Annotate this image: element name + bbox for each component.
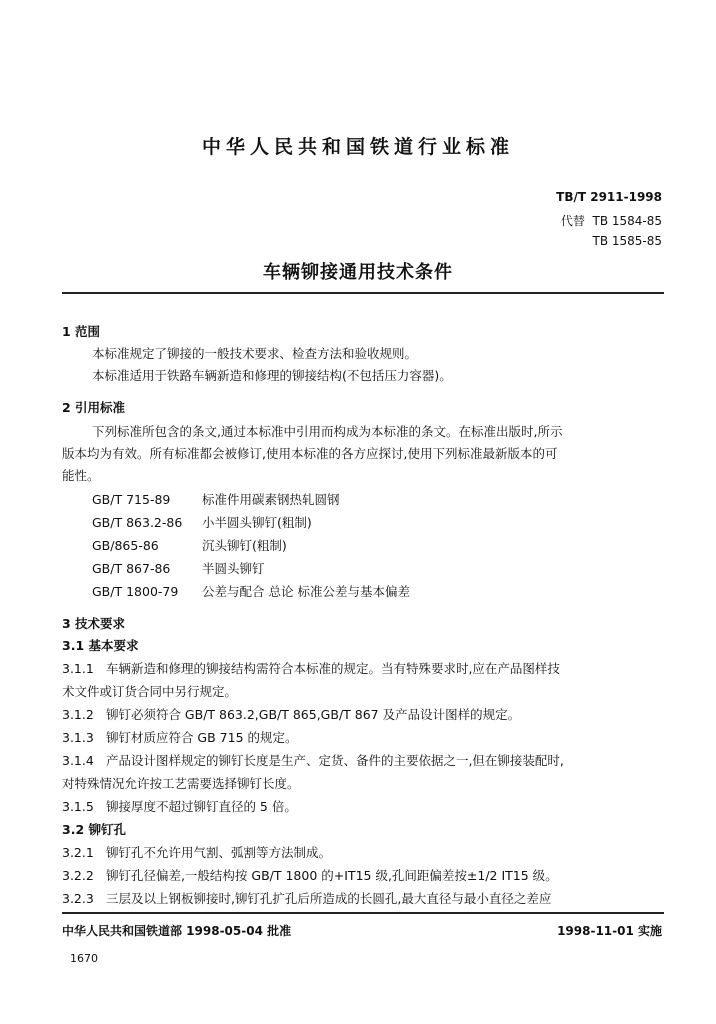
- section-1-heading: 1 范围: [62, 324, 101, 339]
- section-1-paragraph-2: 本标准适用于铁路车辆新造和修理的铆接结构(不包括压力容器)。: [92, 368, 452, 383]
- clause-3-1-1-line-2: 术文件或订货合同中另行规定。: [62, 684, 238, 699]
- title-divider: [62, 292, 664, 294]
- reference-code: GB/T 715-89: [92, 492, 171, 507]
- clause-3-2-2: [62, 866, 558, 884]
- clause-number: 3.1.3: [62, 730, 94, 745]
- section-2-heading: 2 引用标准: [62, 400, 126, 415]
- footer-divider: [62, 912, 664, 914]
- replaces-line-1: [561, 212, 662, 229]
- section-2-text-line-1: 下列标准所包含的条文,通过本标准中引用而构成为本标准的条文。在标准出版时,所示: [92, 424, 563, 439]
- reference-code: GB/T 863.2-86: [92, 515, 183, 530]
- reference-name: 沉头铆钉(粗制): [202, 538, 287, 553]
- replaces-label: 代替: [560, 214, 585, 228]
- reference-name: 小半圆头铆钉(粗制): [202, 515, 312, 530]
- clause-text: 铆接厚度不超过铆钉直径的 5 倍。: [105, 799, 297, 814]
- section-2-text-line-2: 版本均为有效。所有标准都会被修订,使用本标准的各方应探讨,使用下列标准最新版本的可: [62, 446, 558, 461]
- clause-text: 产品设计图样规定的铆钉长度是生产、定货、备件的主要依据之一,但在铆接装配时,: [105, 753, 564, 768]
- clause-number: 3.1.1: [62, 661, 94, 676]
- reference-item: [92, 513, 312, 531]
- approval-line: 中华人民共和国铁道部 1998-05-04 批准: [62, 924, 292, 938]
- page-number: 1670: [70, 952, 98, 965]
- subsection-3-2-heading: 3.2 铆钉孔: [62, 822, 126, 837]
- clause-text: 铆钉必须符合 GB/T 863.2,GB/T 865,GB/T 867 及产品设计图样的规定。: [105, 707, 521, 722]
- clause-text: 铆钉孔径偏差,一般结构按 GB/T 1800 的+IT15 级,孔间距偏差按±1/2 IT15 级。: [105, 868, 558, 883]
- clause-3-1-2: [62, 705, 520, 723]
- section-2-text-line-3: 能性。: [62, 468, 100, 483]
- clause-3-1-4-line-1: [62, 751, 564, 769]
- issuing-body-title: 中华人民共和国铁道行业标准: [201, 136, 514, 158]
- clause-3-1-5: [62, 797, 297, 815]
- reference-item: [92, 559, 265, 577]
- clause-number: 3.2.1: [62, 845, 94, 860]
- reference-item: [92, 490, 340, 508]
- reference-code: GB/T 1800-79: [92, 584, 179, 599]
- clause-3-1-1-line-1: [62, 659, 560, 677]
- clause-text: 铆钉材质应符合 GB 715 的规定。: [105, 730, 298, 745]
- clause-text: 车辆新造和修理的铆接结构需符合本标准的规定。当有特殊要求时,应在产品图样技: [105, 661, 560, 676]
- subsection-3-1-heading: 3.1 基本要求: [62, 638, 139, 653]
- clause-3-2-3: [62, 889, 551, 907]
- document-title: 车辆铆接通用技术条件: [263, 262, 453, 283]
- clause-3-1-4-line-2: 对特殊情况允许按工艺需要选择铆钉长度。: [62, 776, 300, 791]
- reference-code: GB/T 867-86: [92, 561, 171, 576]
- reference-item: [92, 536, 287, 554]
- clause-text: 铆钉孔不允许用气割、弧割等方法制成。: [105, 845, 331, 860]
- replaced-standard-1: TB 1584-85: [592, 214, 662, 228]
- reference-item: [92, 582, 410, 600]
- clause-text: 三层及以上钢板铆接时,铆钉孔扩孔后所造成的长圆孔,最大直径与最小直径之差应: [105, 891, 552, 906]
- replaced-standard-2: TB 1585-85: [592, 234, 662, 248]
- reference-name: 公差与配合 总论 标准公差与基本偏差: [202, 584, 410, 599]
- clause-3-2-1: [62, 843, 331, 861]
- reference-name: 标准件用碳素钢热轧圆钢: [202, 492, 340, 507]
- clause-number: 3.1.5: [62, 799, 94, 814]
- clause-3-1-3: [62, 728, 298, 746]
- clause-number: 3.2.2: [62, 868, 94, 883]
- clause-number: 3.1.4: [62, 753, 94, 768]
- section-3-heading: 3 技术要求: [62, 616, 126, 631]
- standard-number: TB/T 2911-1998: [556, 190, 662, 204]
- section-1-paragraph-1: 本标准规定了铆接的一般技术要求、检查方法和验收规则。: [92, 346, 418, 361]
- implementation-date: 1998-11-01 实施: [557, 924, 662, 938]
- reference-code: GB/865-86: [92, 538, 159, 553]
- reference-name: 半圆头铆钉: [202, 561, 265, 576]
- clause-number: 3.2.3: [62, 891, 94, 906]
- clause-number: 3.1.2: [62, 707, 94, 722]
